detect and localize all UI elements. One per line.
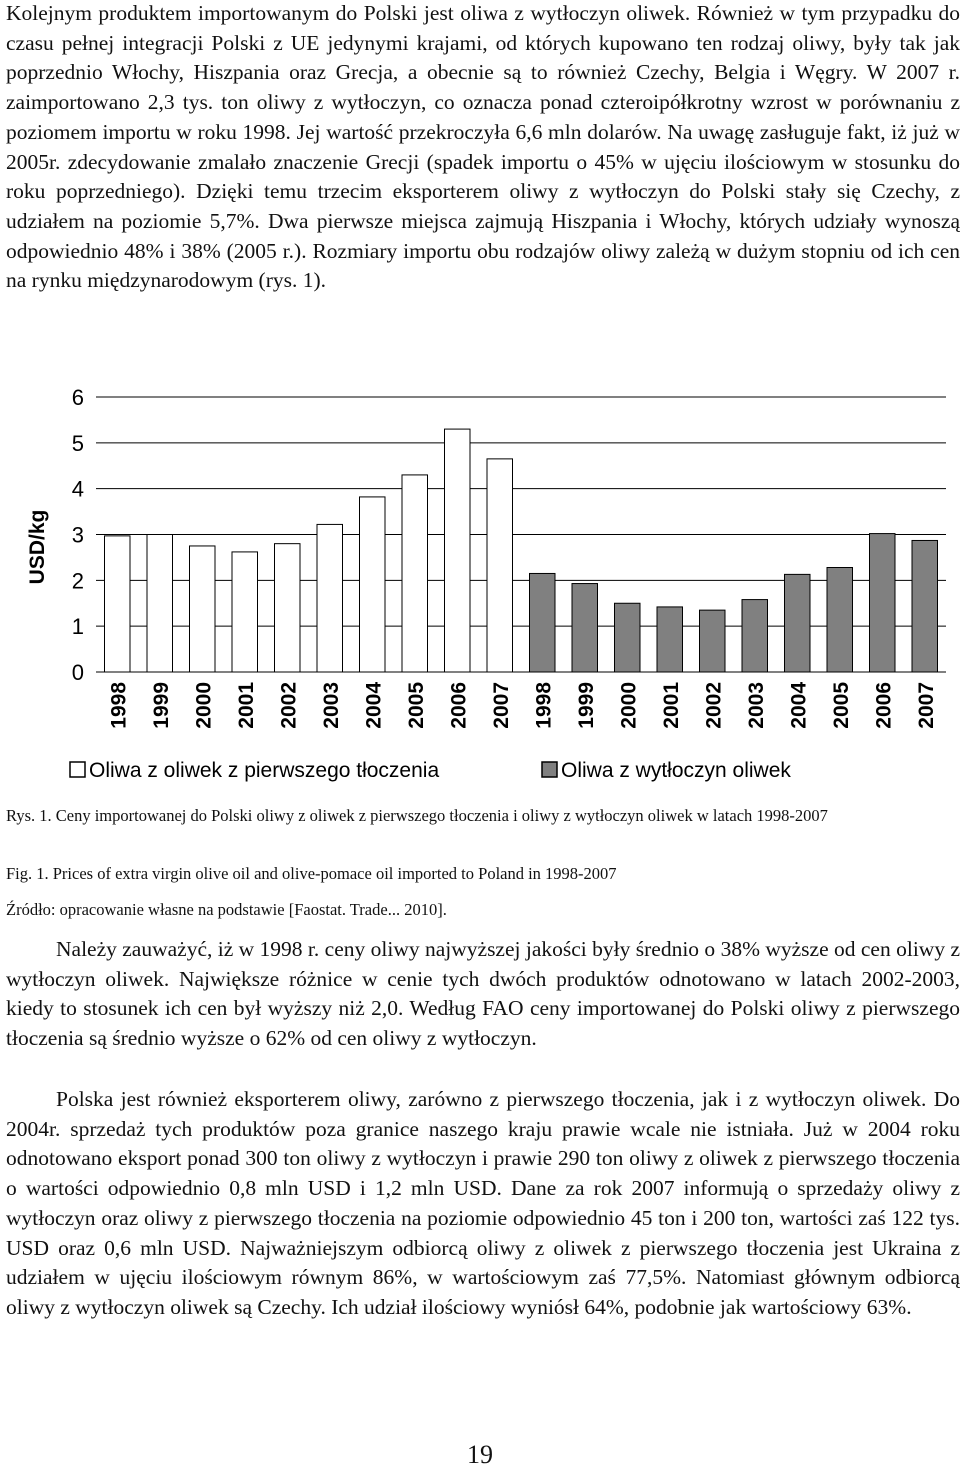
- bar-extra-virgin-2004: [360, 497, 386, 672]
- x-tick-label: 2002: [277, 682, 301, 729]
- bar-pomace-2004: [785, 574, 811, 672]
- x-tick-label: 2006: [447, 682, 471, 729]
- bar-pomace-1999: [572, 584, 598, 672]
- chart-y-ticks: [72, 385, 84, 685]
- bar-pomace-2007: [912, 540, 938, 672]
- y-tick-label: 6: [71, 385, 84, 410]
- x-tick-label: 2005: [829, 682, 853, 729]
- paragraph-price-comparison: Należy zauważyć, iż w 1998 r. ceny oliwy najwyższej jakości były średnio o 38% wyższe od cen oliwy z wytłoczyn oliwek. Największe różnice w cenie tych dwóch produktów odnotowano w latach 2002-2003, kiedy to stosunek ich cen był wyższy niż 2,0. Według FAO ceny importowanej do Polski oliwy z pierwszego tłoczenia są średnio wyższe o 62% od cen oliwy z wytłoczyn.: [6, 937, 960, 1051]
- x-tick-label: 1998: [107, 682, 131, 729]
- x-tick-label: 2002: [702, 682, 726, 729]
- chart-gridlines: [96, 397, 946, 672]
- chart-y-axis-label: USD/kg: [26, 509, 49, 585]
- figure-source: Źródło: opracowanie własne na podstawie [Faostat. Trade... 2010].: [6, 900, 447, 919]
- bar-extra-virgin-1998: [105, 536, 131, 672]
- y-tick-label: 1: [71, 614, 84, 640]
- x-tick-label: 2004: [787, 682, 811, 729]
- bar-pomace-2000: [615, 603, 641, 672]
- chart-bars: [105, 429, 938, 672]
- x-tick-label: 2001: [234, 682, 258, 729]
- bar-extra-virgin-2005: [402, 475, 428, 672]
- legend-label-pomace: Oliwa z wytłoczyn oliwek: [561, 759, 791, 782]
- bar-pomace-2002: [700, 610, 726, 672]
- x-tick-label: 1999: [149, 682, 173, 729]
- figure-caption-english: Fig. 1. Prices of extra virgin olive oil and olive-pomace oil imported to Poland in 1998-2007: [6, 864, 617, 883]
- bar-extra-virgin-2001: [232, 552, 258, 672]
- price-chart: [18, 375, 960, 790]
- figure-caption-polish: Rys. 1. Ceny importowanej do Polski oliwy z oliwek z pierwszego tłoczenia i oliwy z wytłoczyn oliwek w latach 1998-2007: [6, 806, 828, 825]
- x-tick-label: 2003: [319, 682, 343, 729]
- x-tick-label: 1999: [574, 682, 598, 729]
- bar-extra-virgin-2003: [317, 524, 343, 672]
- bar-pomace-2003: [742, 600, 768, 672]
- x-tick-label: 2006: [872, 682, 896, 729]
- price-chart-svg: [18, 375, 960, 790]
- y-tick-label: 5: [71, 430, 84, 456]
- bar-pomace-2006: [870, 534, 896, 672]
- bar-pomace-2005: [827, 568, 853, 673]
- x-tick-label: 2007: [914, 682, 938, 729]
- legend-swatch-extra-virgin: [70, 762, 85, 777]
- x-tick-label: 2000: [617, 682, 641, 729]
- x-tick-label: 2007: [489, 682, 513, 729]
- page-number: 19: [467, 1440, 493, 1469]
- bar-extra-virgin-1999: [147, 535, 173, 673]
- y-tick-label: 4: [71, 476, 84, 502]
- x-tick-label: 2001: [659, 682, 683, 729]
- x-tick-label: 2000: [192, 682, 216, 729]
- x-tick-label: 2003: [744, 682, 768, 729]
- bar-pomace-1998: [530, 573, 556, 672]
- bar-extra-virgin-2000: [190, 546, 216, 672]
- paragraph-olive-pomace-import: Kolejnym produktem importowanym do Polski jest oliwa z wytłoczyn oliwek. Również w tym przypadku do czasu pełnej integracji Polski z UE jedynymi krajami, od których kupowano ten rodzaj oliwy, były tak jak poprzednio Włochy, Hiszpania oraz Grecja, a obecnie są to również Czechy, Belgia i Węgry. W 2007 r. zaimportowano 2,3 tys. ton oliwy z wytłoczyn, co oznacza ponad czteroipółkrotny wzrost w porównaniu z poziomem importu w roku 1998. Jej wartość przekroczyła 6,6 mln dolarów. Na uwagę zasługuje fakt, iż już w 2005r. zdecydowanie zmalało znaczenie Grecji (spadek importu o 45% w ujęciu ilościowym w stosunku do roku poprzedniego). Dzięki temu trzecim eksporterem oliwy z wytłoczyn do Polski stały się Czechy, z udziałem na poziomie 5,7%. Dwa pierwsze miejsca zajmują Hiszpania i Włochy, których udziały wynoszą odpowiednio 48% i 38% (2005 r.). Rozmiary importu obu rodzajów oliwy zależą w dużym stopniu od ich cen na rynku międzynarodowym (rys. 1).: [6, 1, 960, 293]
- bar-extra-virgin-2002: [275, 544, 301, 672]
- x-tick-label: 2005: [404, 682, 428, 729]
- paragraph-poland-exports: Polska jest również eksporterem oliwy, zarówno z pierwszego tłoczenia, jak i z wytłoczyn oliwek. Do 2004r. sprzedaż tych produktów poza granice naszego kraju prawie wcale nie istniała. Już w 2004 roku odnotowano eksport ponad 300 ton oliwy z wytłoczyn i prawie 290 ton oliwy z oliwek z pierwszego tłoczenia o wartości odpowiednio 0,8 mln USD i 1,2 mln USD. Dane za rok 2007 informują o sprzedaży oliwy z wytłoczyn oraz oliwy z pierwszego tłoczenia na poziomie odpowiednio 45 ton i 200 ton, wartości zaś 122 tys. USD oraz 0,6 mln USD. Najważniejszym odbiorcą oliwy z oliwek z pierwszego tłoczenia jest Ukraina z udziałem w ujęciu ilościowym równym 86%, w wartościowym zaś 77,5%. Natomiast głównym odbiorcą oliwy z wytłoczyn oliwek są Czechy. Ich udział ilościowy wyniósł 64%, podobnie jak wartościowy 63%.: [6, 1087, 960, 1319]
- legend-swatch-pomace: [542, 762, 557, 777]
- x-tick-label: 1998: [532, 682, 556, 729]
- bar-extra-virgin-2007: [487, 459, 513, 672]
- y-tick-label: 2: [71, 568, 84, 594]
- x-tick-label: 2004: [362, 682, 386, 729]
- bar-extra-virgin-2006: [445, 429, 471, 672]
- bar-pomace-2001: [657, 607, 683, 672]
- chart-x-ticks: [107, 682, 938, 729]
- legend-label-extra-virgin: Oliwa z oliwek z pierwszego tłoczenia: [89, 759, 440, 782]
- y-tick-label: 0: [71, 660, 84, 685]
- chart-legend: [70, 759, 791, 782]
- y-tick-label: 3: [71, 522, 84, 548]
